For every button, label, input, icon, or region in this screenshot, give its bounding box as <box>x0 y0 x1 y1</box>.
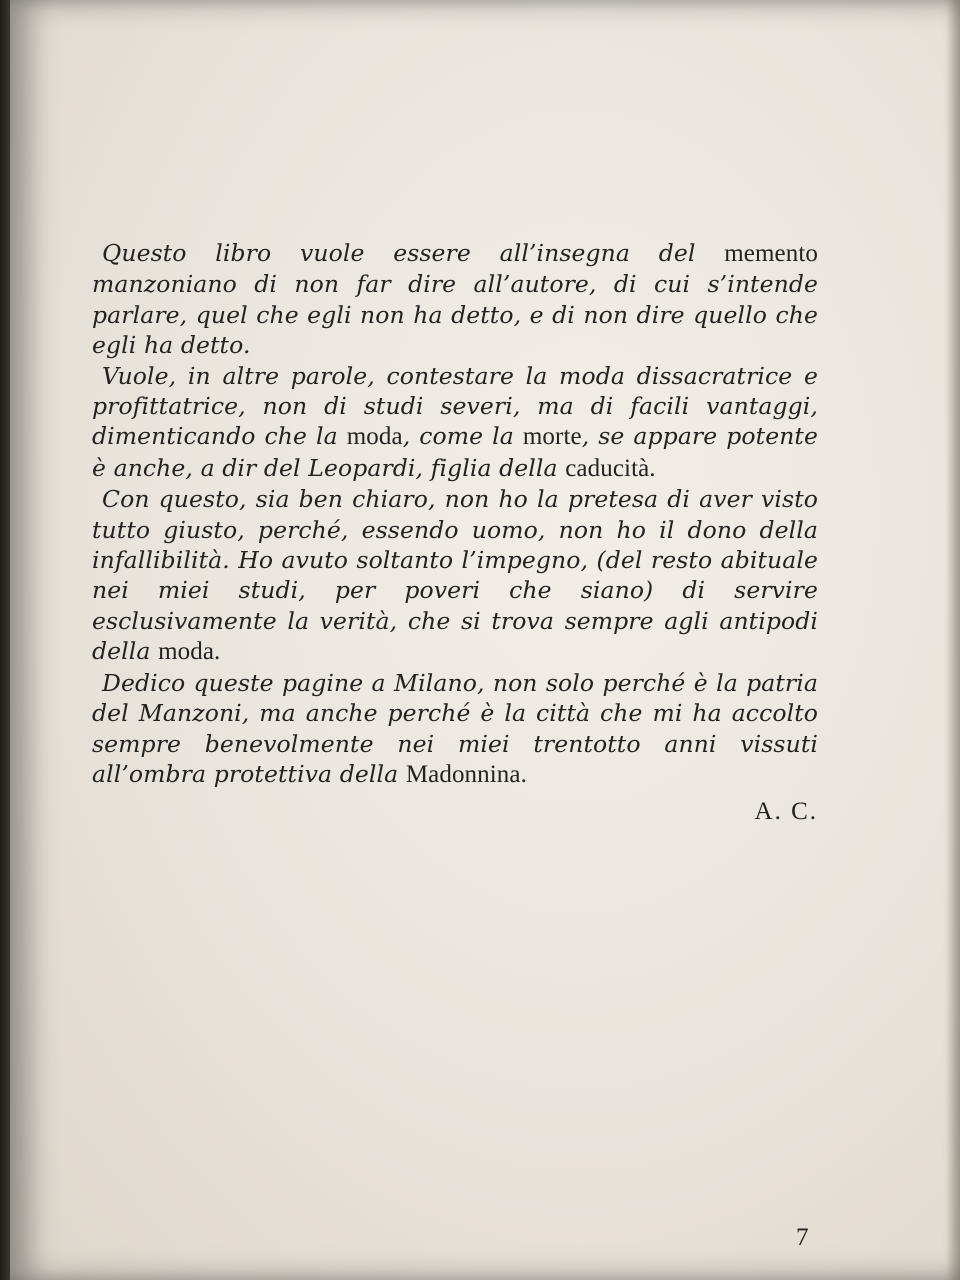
text-run: memento <box>724 240 818 267</box>
text-run: moda <box>346 423 403 451</box>
text-run: Madonnina. <box>405 760 527 788</box>
text-run: morte <box>522 423 582 451</box>
text-run: , se appare potente è anche, a dir del Leopardi, figlia della <box>92 422 818 482</box>
text-run: caducità. <box>565 454 656 482</box>
author-initials: A. C. <box>754 798 818 825</box>
text-run: , come la <box>402 422 523 451</box>
text-run: Con questo, sia ben chiaro, non ho la pretesa di aver visto tutto giusto, perché, essendo uomo, non ho il dono della infallibilità. Ho avuto soltanto l’impegno, (del resto abituale nei miei studi, per poveri che siano) di servire esclusivamente la verità, che si trova sempre agli antipodi della <box>92 485 818 666</box>
paragraph-2 <box>92 361 818 485</box>
page-number: 7 <box>796 1224 809 1251</box>
text-run: manzoniano di non far dire all’autore, di cui s’intende parlare, quel che egli non ha detto, e di non dire quello che egli ha detto. <box>92 270 818 360</box>
text-run: Vuole, in altre parole, contestare la moda dissacratrice e profittatrice, non di studi severi, ma di facili vantaggi, dimenticando che la <box>92 361 818 451</box>
dedication-text <box>92 238 818 790</box>
paragraph-4 <box>92 668 818 791</box>
text-run: Dedico queste pagine a Milano, non solo perché è la patria del Manzoni, ma anche perché è la città che mi ha accolto sempre benevolmente nei miei trentotto anni vissuti all’ombra protettiva della <box>92 668 818 788</box>
text-run: Questo libro vuole essere all’insegna del <box>102 239 725 267</box>
text-run: moda. <box>158 638 221 666</box>
paragraph-1 <box>92 238 818 361</box>
page-edge <box>946 0 960 1280</box>
paragraph-3 <box>92 484 818 667</box>
